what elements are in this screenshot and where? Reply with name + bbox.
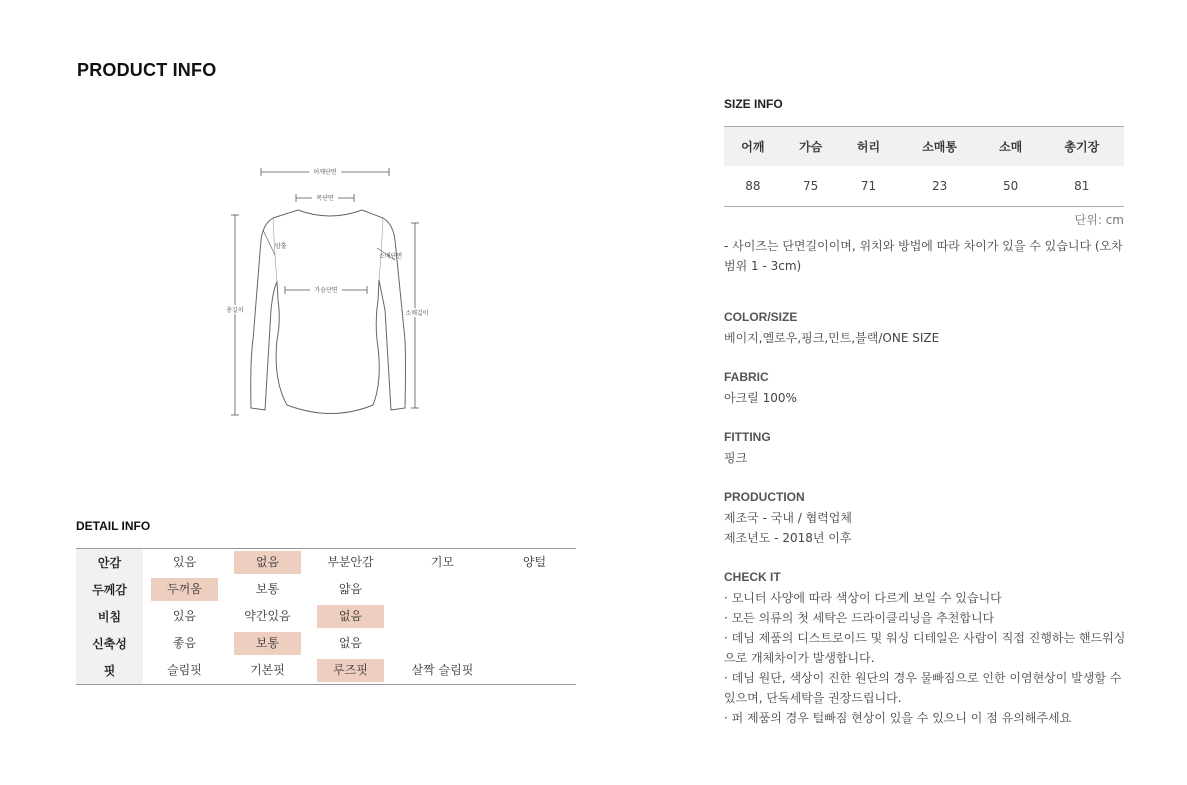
detail-option-cell <box>392 549 493 577</box>
detail-option: 없음 <box>338 636 363 650</box>
detail-option-cell <box>143 576 226 603</box>
production-heading: PRODUCTION <box>724 490 805 504</box>
detail-row <box>76 603 576 630</box>
detail-option-cell <box>493 630 576 657</box>
production-line: 제조국 - 국내 / 협력업체 <box>724 511 852 525</box>
detail-option-cell <box>226 657 309 685</box>
detail-option-cell <box>309 603 392 630</box>
detail-option-cell <box>309 576 392 603</box>
sleeve-length-label: 소매길이 <box>405 310 429 317</box>
size-unit: 단위: cm <box>1074 213 1124 227</box>
detail-option <box>501 605 568 628</box>
check-it-line: · 모든 의류의 첫 세탁은 드라이클리닝을 추천합니다 <box>724 611 995 625</box>
detail-option-cell <box>309 657 392 685</box>
detail-option <box>501 632 568 655</box>
page-title: PRODUCT INFO <box>77 60 217 80</box>
armhole-seam-right <box>379 218 383 280</box>
detail-option-cell <box>143 630 226 657</box>
detail-option: 부분안감 <box>327 555 374 569</box>
sleeve-width-label: 소매단면 <box>379 253 403 260</box>
color-size-value: 베이지,옐로우,핑크,민트,블랙/ONE SIZE <box>724 331 940 345</box>
color-size-section <box>724 308 1129 348</box>
detail-option: 좋음 <box>172 636 197 650</box>
detail-option: 살짝 슬림핏 <box>411 663 474 677</box>
detail-option-cell <box>493 603 576 630</box>
armhole-seam-left <box>273 218 277 282</box>
fabric-section <box>724 368 1129 408</box>
fitting-heading: FITTING <box>724 430 771 444</box>
detail-option-cell <box>392 603 493 630</box>
production-line: 제조년도 - 2018년 이후 <box>724 531 852 545</box>
detail-option-cell <box>392 576 493 603</box>
detail-option-cell <box>226 630 309 657</box>
detail-option: 기본핏 <box>250 663 285 677</box>
detail-option: 얇음 <box>338 582 363 596</box>
check-it-line: · 데님 제품의 디스트로이드 및 워싱 디테일은 사람이 직접 진행하는 핸드워싱으로 개체차이가 발생합니다. <box>724 631 1126 665</box>
size-info-table <box>724 126 1124 207</box>
detail-option: 기모 <box>430 555 455 569</box>
size-value-cell: 81 <box>1074 179 1090 193</box>
detail-option-cell <box>392 657 493 685</box>
fabric-heading: FABRIC <box>724 370 769 384</box>
shoulder-width-label: 어깨단면 <box>313 169 337 176</box>
size-value-cell: 23 <box>931 179 948 193</box>
check-it-heading: CHECK IT <box>724 570 781 584</box>
detail-row-label: 두께감 <box>76 576 143 603</box>
detail-option-cell <box>493 576 576 603</box>
detail-option: 약간있음 <box>244 609 291 623</box>
size-info-title: SIZE INFO <box>724 97 783 111</box>
detail-row <box>76 576 576 603</box>
detail-option <box>501 578 568 601</box>
detail-row-label: 핏 <box>76 657 143 685</box>
fabric-value: 아크릴 100% <box>724 391 797 405</box>
garment-measurement-diagram <box>215 160 445 425</box>
long-sleeve-top-illustration <box>215 160 445 425</box>
fitting-section <box>724 428 1129 468</box>
detail-option <box>400 632 485 655</box>
chest-width-label: 가슴단면 <box>314 287 338 294</box>
detail-option-cell <box>226 603 309 630</box>
detail-option: 있음 <box>172 609 197 623</box>
size-value-cell: 71 <box>860 179 877 193</box>
detail-option-cell <box>309 630 392 657</box>
size-value-cell: 50 <box>1003 179 1019 193</box>
check-it-section <box>724 568 1129 728</box>
size-column-header: 허리 <box>840 127 898 167</box>
size-column-header: 가슴 <box>782 127 840 167</box>
size-column-header: 총기장 <box>1040 127 1124 167</box>
detail-option: 슬림핏 <box>167 663 202 677</box>
size-column-header: 소매 <box>982 127 1040 167</box>
detail-option-cell <box>309 549 392 577</box>
detail-option <box>400 605 485 628</box>
detail-row-label: 신축성 <box>76 630 143 657</box>
fitting-value: 핑크 <box>724 451 748 465</box>
size-value-cell: 88 <box>745 179 761 193</box>
detail-row-label: 비침 <box>76 603 143 630</box>
detail-option-cell <box>392 630 493 657</box>
detail-info-table <box>76 548 576 685</box>
detail-option-cell <box>143 549 226 577</box>
size-note: - 사이즈는 단면길이이며, 위치와 방법에 따라 차이가 있을 수 있습니다 (오차범위 1 - 3cm) <box>724 239 1123 273</box>
detail-option-cell <box>226 576 309 603</box>
detail-row <box>76 630 576 657</box>
detail-option: 있음 <box>172 555 197 569</box>
size-column-header: 어깨 <box>724 127 782 167</box>
size-column-header: 소매통 <box>897 127 981 167</box>
detail-option-selected: 없음 <box>317 605 384 628</box>
neck-width-label: 목단면 <box>316 195 334 202</box>
detail-row-label: 안감 <box>76 549 143 577</box>
total-length-label: 총길이 <box>226 307 244 314</box>
detail-option-selected: 두꺼움 <box>151 578 218 601</box>
detail-option-cell <box>143 657 226 685</box>
detail-option: 보통 <box>255 582 280 596</box>
detail-row <box>76 657 576 685</box>
detail-row <box>76 549 576 577</box>
detail-option <box>400 578 485 601</box>
detail-info-title: DETAIL INFO <box>76 519 151 533</box>
color-size-heading: COLOR/SIZE <box>724 310 798 324</box>
production-section <box>724 488 1129 548</box>
check-it-line: · 퍼 제품의 경우 털빠짐 현상이 있을 수 있으니 이 점 유의해주세요 <box>724 711 1072 725</box>
detail-option <box>501 659 568 682</box>
detail-option-selected: 보통 <box>234 632 301 655</box>
detail-option-selected: 없음 <box>234 551 301 574</box>
armhole-label: 암홀 <box>275 243 287 250</box>
detail-option-cell <box>143 603 226 630</box>
detail-option-cell <box>493 549 576 577</box>
detail-option-cell <box>226 549 309 577</box>
check-it-line: · 모니터 사양에 따라 색상이 다르게 보일 수 있습니다 <box>724 591 1002 605</box>
check-it-line: · 데님 원단, 색상이 진한 원단의 경우 물빠짐으로 인한 이염현상이 발생할 수 있으며, 단독세탁을 권장드립니다. <box>724 671 1122 705</box>
detail-option-cell <box>493 657 576 685</box>
detail-option: 양털 <box>522 555 547 569</box>
size-value-cell: 75 <box>803 179 819 193</box>
detail-option-selected: 루즈핏 <box>317 659 384 682</box>
